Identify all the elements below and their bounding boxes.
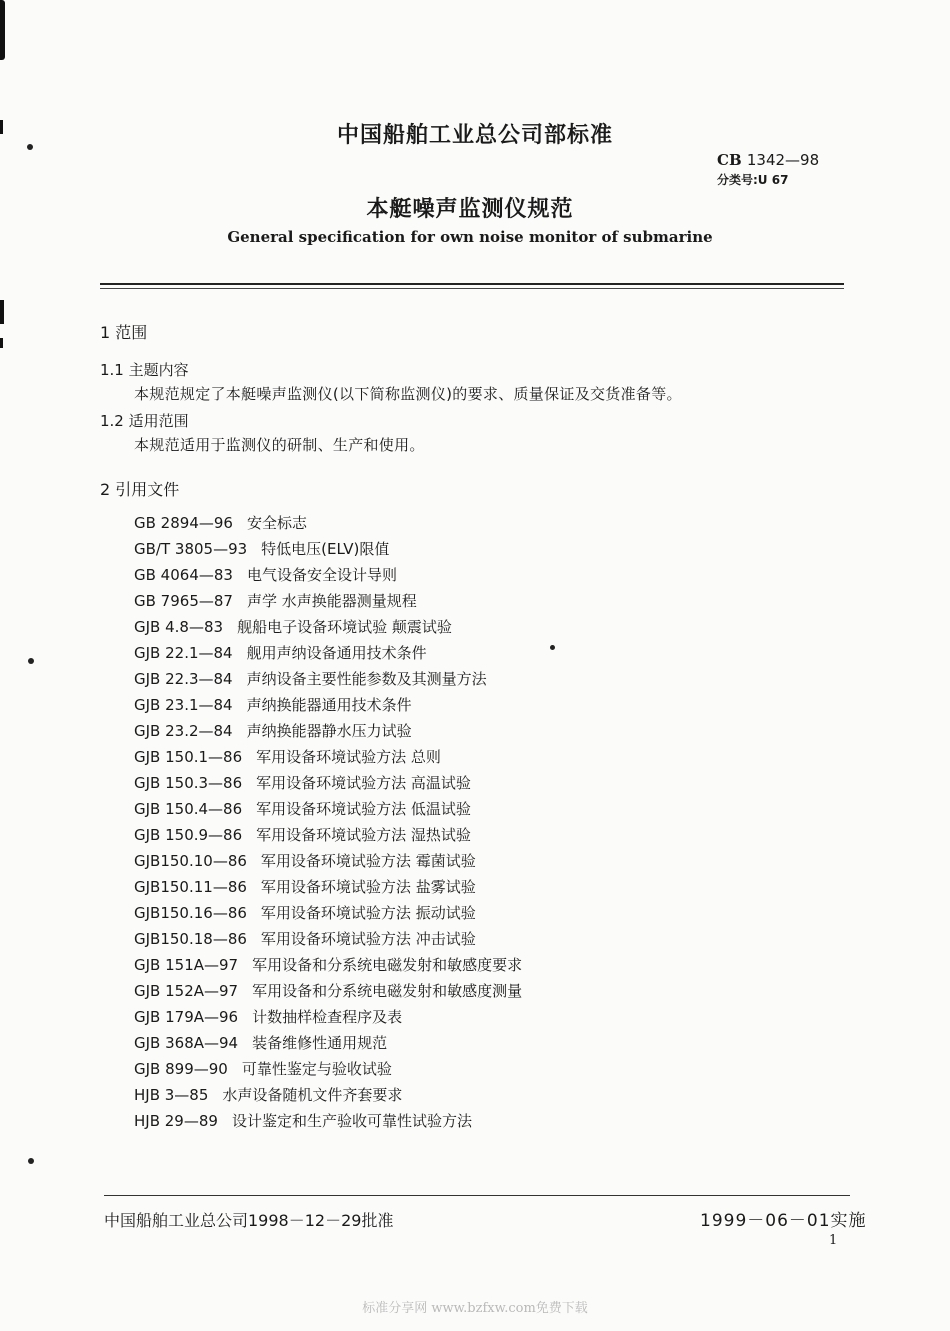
- reference-name: 特低电压(ELV)限值: [261, 540, 390, 558]
- reference-item: [134, 772, 471, 793]
- reference-code: GJB 23.1—84: [134, 696, 233, 714]
- header-rule: [100, 283, 844, 285]
- reference-code: GJB 150.9—86: [134, 826, 243, 844]
- reference-code: GJB 150.4—86: [134, 800, 243, 818]
- header-rule-thin: [100, 288, 844, 289]
- reference-item: [134, 590, 417, 611]
- reference-code: GJB150.18—86: [134, 930, 247, 948]
- reference-item: [134, 902, 476, 923]
- reference-name: 舰船电子设备环境试验 颠震试验: [237, 618, 452, 636]
- scan-edge-mark: [0, 300, 4, 324]
- reference-item: [134, 798, 471, 819]
- reference-item: [134, 824, 471, 845]
- reference-item: [134, 668, 487, 689]
- reference-name: 军用设备和分系统电磁发射和敏感度要求: [252, 956, 523, 974]
- reference-code: GJB 23.2—84: [134, 722, 233, 740]
- reference-item: [134, 1032, 387, 1053]
- reference-code: GJB 179A—96: [134, 1008, 239, 1026]
- scan-speck: [28, 658, 34, 664]
- reference-code: GJB 22.3—84: [134, 670, 233, 688]
- reference-name: 安全标志: [246, 514, 307, 532]
- reference-item: [134, 1110, 472, 1131]
- reference-item: [134, 512, 307, 533]
- reference-item: [134, 1006, 402, 1027]
- effective-date: 1999－06－01实施: [700, 1211, 867, 1231]
- reference-item: [134, 876, 476, 897]
- section-1-heading: 1 范围: [100, 323, 148, 342]
- reference-code: GJB 152A—97: [134, 982, 239, 1000]
- scan-speck: [550, 645, 555, 650]
- reference-name: 装备维修性通用规范: [252, 1034, 388, 1052]
- reference-name: 计数抽样检查程序及表: [252, 1008, 403, 1026]
- reference-name: 可靠性鉴定与验收试验: [241, 1060, 392, 1078]
- reference-code: HJB 3—85: [134, 1086, 209, 1104]
- reference-item: [134, 538, 389, 559]
- reference-code: GB 4064—83: [134, 566, 233, 584]
- classification-number: 分类号:U 67: [717, 173, 789, 187]
- reference-code: GJB 151A—97: [134, 956, 239, 974]
- reference-name: 电气设备安全设计导则: [246, 566, 397, 584]
- standard-code: [717, 151, 819, 169]
- standard-number: 1342—98: [746, 151, 820, 169]
- reference-item: [134, 1084, 402, 1105]
- approval-date: 中国船舶工业总公司1998－12－29批准: [104, 1211, 394, 1230]
- page-number: 1: [829, 1233, 838, 1248]
- reference-name: 舰用声纳设备通用技术条件: [246, 644, 427, 662]
- document-title-cn: 本艇噪声监测仪规范: [366, 197, 574, 222]
- reference-item: [134, 746, 441, 767]
- reference-item: [134, 1058, 392, 1079]
- reference-code: GJB 22.1—84: [134, 644, 233, 662]
- reference-code: GB 7965—87: [134, 592, 233, 610]
- reference-item: [134, 954, 522, 975]
- reference-name: 军用设备环境试验方法 湿热试验: [256, 826, 471, 844]
- reference-name: 设计鉴定和生产验收可靠性试验方法: [231, 1112, 472, 1130]
- reference-code: GJB 4.8—83: [134, 618, 224, 636]
- section-1-2-heading: 1.2 适用范围: [100, 412, 189, 430]
- section-1-2-text: 本规范适用于监测仪的研制、生产和使用。: [134, 436, 425, 454]
- reference-name: 军用设备环境试验方法 盐雾试验: [260, 878, 476, 896]
- section-1-1-text: 本规范规定了本艇噪声监测仪(以下简称监测仪)的要求、质量保证及交货准备等。: [134, 385, 682, 403]
- reference-name: 水声设备随机文件齐套要求: [222, 1086, 403, 1104]
- reference-item: [134, 564, 397, 585]
- reference-name: 军用设备环境试验方法 振动试验: [260, 904, 476, 922]
- reference-item: [134, 694, 412, 715]
- document-title-en: General specification for own noise monitor of submarine: [227, 228, 713, 246]
- reference-item: [134, 980, 522, 1001]
- scan-edge-mark: [0, 338, 3, 348]
- reference-name: 声学 水声换能器测量规程: [246, 592, 417, 610]
- reference-name: 声纳换能器静水压力试验: [246, 722, 412, 740]
- reference-name: 军用设备环境试验方法 总则: [256, 748, 441, 766]
- scan-edge-mark: [0, 0, 5, 60]
- footer-rule: [104, 1195, 850, 1196]
- reference-code: GJB150.11—86: [134, 878, 247, 896]
- reference-code: GJB150.10—86: [134, 852, 247, 870]
- reference-item: [134, 642, 427, 663]
- reference-code: GJB 368A—94: [134, 1034, 239, 1052]
- reference-name: 声纳设备主要性能参数及其测量方法: [246, 670, 487, 688]
- section-1-1-heading: 1.1 主题内容: [100, 361, 189, 379]
- standard-prefix: CB: [717, 151, 742, 169]
- section-2-heading: 2 引用文件: [100, 480, 180, 499]
- reference-code: GB 2894—96: [134, 514, 233, 532]
- reference-item: [134, 720, 412, 741]
- reference-name: 军用设备环境试验方法 高温试验: [256, 774, 471, 792]
- reference-name: 声纳换能器通用技术条件: [246, 696, 412, 714]
- reference-item: [134, 616, 452, 637]
- reference-code: GB/T 3805—93: [134, 540, 248, 558]
- reference-name: 军用设备环境试验方法 低温试验: [256, 800, 471, 818]
- reference-name: 军用设备和分系统电磁发射和敏感度测量: [252, 982, 523, 1000]
- reference-code: GJB150.16—86: [134, 904, 247, 922]
- reference-code: GJB 150.1—86: [134, 748, 243, 766]
- reference-item: [134, 850, 476, 871]
- reference-item: [134, 928, 476, 949]
- issuing-organization: 中国船舶工业总公司部标准: [336, 123, 613, 148]
- reference-code: HJB 29—89: [134, 1112, 218, 1130]
- scan-speck: [28, 1158, 34, 1164]
- reference-name: 军用设备环境试验方法 冲击试验: [260, 930, 476, 948]
- watermark-text: 标准分享网 www.bzfxw.com免费下载: [362, 1301, 588, 1316]
- reference-code: GJB 150.3—86: [134, 774, 243, 792]
- reference-name: 军用设备环境试验方法 霉菌试验: [260, 852, 476, 870]
- reference-code: GJB 899—90: [134, 1060, 228, 1078]
